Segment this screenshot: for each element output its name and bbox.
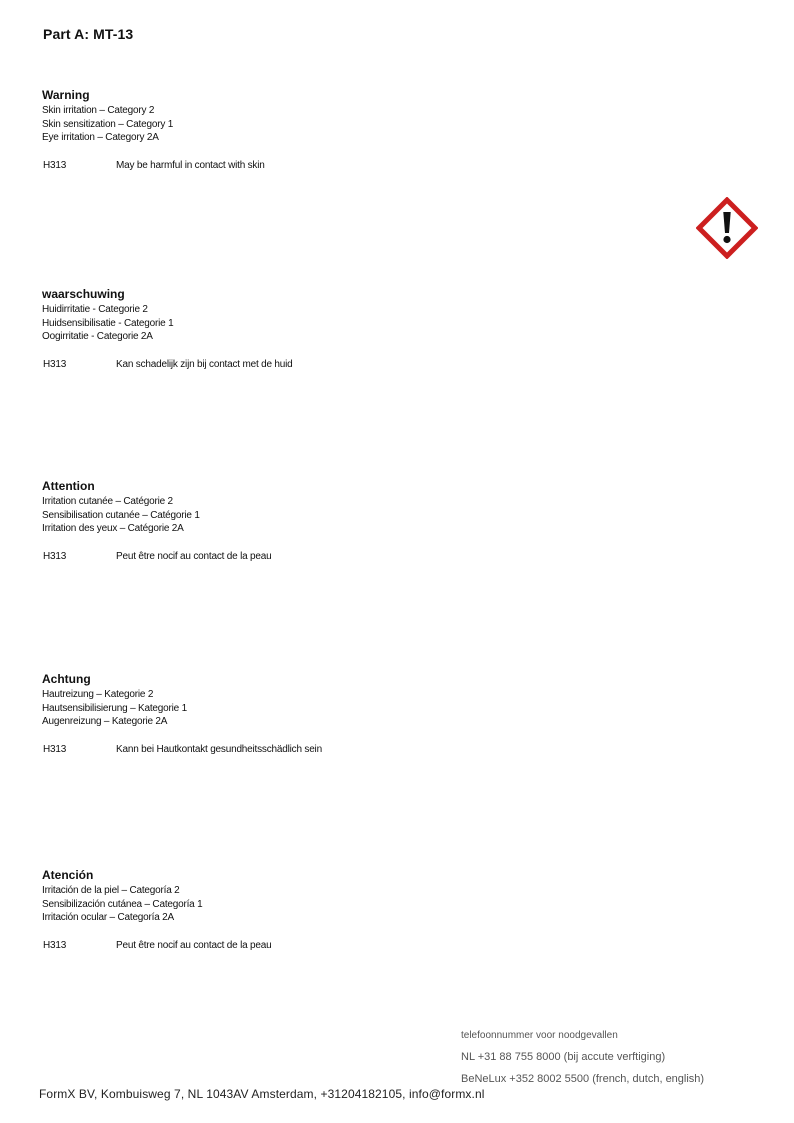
emergency-phone-nl: NL +31 88 755 8000 (bij accute verftiging) (461, 1051, 666, 1063)
hazard-classification: Augenreizung – Kategorie 2A (42, 716, 168, 727)
company-footer: FormX BV, Kombuisweg 7, NL 1043AV Amsterdam, +31204182105, info@formx.nl (39, 1087, 485, 1101)
emergency-title: telefoonnummer voor noodgevallen (461, 1030, 618, 1041)
hazard-statement-code: H313 (43, 939, 67, 951)
hazard-statement-code: H313 (43, 743, 67, 755)
hazard-statement-code: H313 (43, 550, 67, 562)
signal-word: Attention (42, 479, 95, 493)
hazard-classification: Huidsensibilisatie - Categorie 1 (42, 317, 174, 329)
page-title: Part A: MT-13 (43, 26, 134, 42)
signal-word: Atención (42, 868, 94, 882)
signal-word: Warning (42, 88, 90, 102)
hazard-classification: Hautreizung – Kategorie 2 (42, 689, 154, 700)
hazard-classification: Hautsensibilisierung – Kategorie 1 (42, 702, 187, 714)
hazard-classification: Sensibilisation cutanée – Catégorie 1 (42, 509, 200, 521)
hazard-statement (42, 159, 542, 172)
signal-word: Achtung (42, 672, 91, 686)
hazard-classification: Oogirritatie - Categorie 2A (42, 331, 153, 342)
signal-word: waarschuwing (42, 287, 125, 301)
emergency-contact (461, 1029, 781, 1086)
hazard-section-french (42, 479, 542, 563)
hazard-statement-text: Kan schadelijk zijn bij contact met de huid (116, 358, 293, 370)
hazard-classification: Irritación ocular – Categoría 2A (42, 912, 175, 923)
emergency-phone-benelux: BeNeLux +352 8002 5500 (french, dutch, english) (461, 1073, 705, 1085)
hazard-classification: Irritation des yeux – Catégorie 2A (42, 523, 184, 534)
hazard-classification: Skin sensitization – Category 1 (42, 118, 174, 130)
hazard-classification: Skin irritation – Category 2 (42, 105, 155, 116)
hazard-statement-code: H313 (43, 358, 67, 370)
hazard-statement-text: May be harmful in contact with skin (116, 159, 265, 171)
hazard-statement-text: Peut être nocif au contact de la peau (116, 939, 272, 951)
exclamation-mark-hazard-icon (696, 197, 758, 259)
hazard-statement-text: Kann bei Hautkontakt gesundheitsschädlich sein (116, 743, 322, 755)
hazard-section-english (42, 88, 542, 172)
hazard-statement (42, 939, 542, 952)
hazard-classification: Irritación de la piel – Categoría 2 (42, 885, 180, 896)
hazard-classification: Sensibilización cutánea – Categoría 1 (42, 898, 203, 910)
hazard-section-german (42, 672, 542, 756)
hazard-statement-text: Peut être nocif au contact de la peau (116, 550, 272, 562)
hazard-section-dutch (42, 287, 542, 371)
hazard-classification: Eye irritation – Category 2A (42, 132, 159, 143)
hazard-classification: Irritation cutanée – Catégorie 2 (42, 496, 173, 507)
hazard-statement (42, 550, 542, 563)
hazard-section-spanish (42, 868, 542, 952)
hazard-classification: Huidirritatie - Categorie 2 (42, 304, 148, 315)
hazard-statement-code: H313 (43, 159, 67, 171)
hazard-statement (42, 358, 542, 371)
hazard-statement (42, 743, 542, 756)
